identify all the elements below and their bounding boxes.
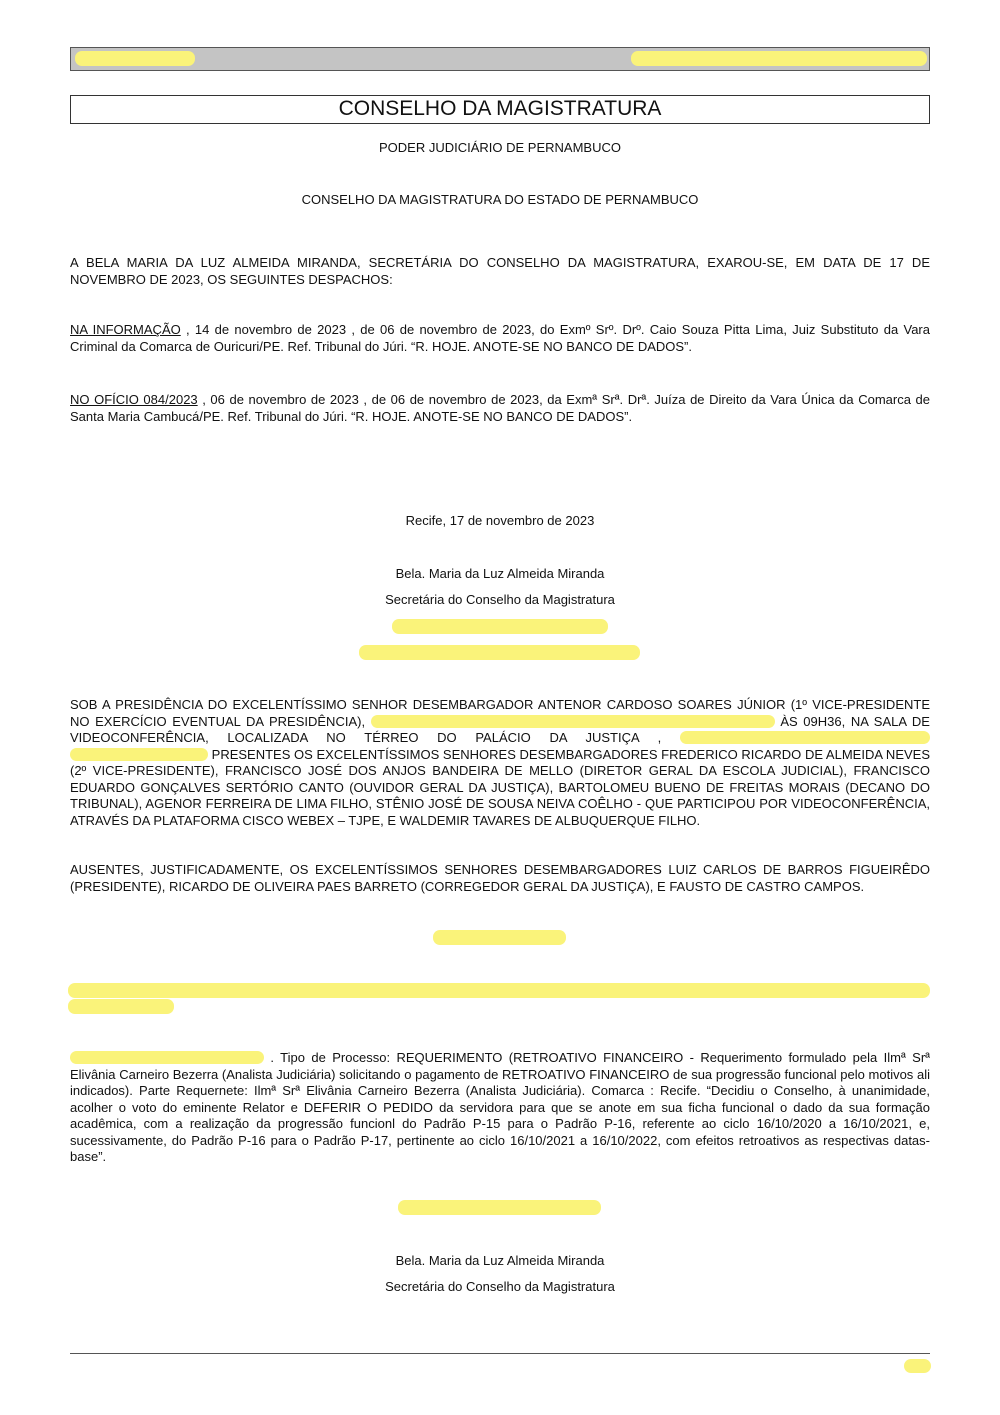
despacho-1 (70, 322, 930, 355)
process-paragraph (70, 1050, 930, 1166)
redaction-mark (631, 51, 927, 66)
header-bar (70, 47, 930, 71)
page-title: CONSELHO DA MAGISTRATURA (70, 95, 930, 124)
redaction-mark (359, 645, 640, 660)
redaction-mark (70, 748, 208, 761)
footer-divider (70, 1353, 930, 1354)
despacho-1-ref: NA INFORMAÇÃO (70, 322, 181, 337)
despacho-2-text: , 06 de novembro de 2023 , de 06 de novembro de 2023, da Exmª Srª. Drª. Juíza de Direito da Vara Única da Comarca de Santa Maria Cambucá/PE. Ref. Tribunal do Júri. “R. HOJE. ANOTE-SE NO BANCO DE DADOS”. (70, 392, 930, 424)
redaction-mark (68, 983, 930, 998)
subtitle-court: PODER JUDICIÁRIO DE PERNAMBUCO (379, 140, 621, 155)
session-part-2: ÀS 09H36, NA SALA DE VIDEOCONFERÊNCIA, LOCALIZADA NO TÉRREO DO PALÁCIO DA JUSTIÇA , (70, 713, 930, 745)
session-part-1: SOB A PRESIDÊNCIA DO EXCELENTÍSSIMO SENHOR DESEMBARGADOR ANTENOR CARDOSO SOARES JÚNIOR (1º VICE-PRESIDENTE NO EXERCÍCIO EVENTUAL DA PRESIDÊNCIA), (70, 697, 930, 729)
process-text: . Tipo de Processo: REQUERIMENTO (RETROATIVO FINANCEIRO - Requerimento formulado pela Ilmª Srª Elivânia Carneiro Bezerra (Analista Judiciária) solicitando o pagamento de RETROATIVO FINANCEIRO de sua progressão funcional pelo motivos ali indicados). Parte Requernete: Ilmª Srª Elivânia Carneiro Bezerra (Analista Judiciária). Comarca : Recife. “Decidiu o Conselho, à unanimidade, acolher o voto do eminente Relator e DEFERIR O PEDIDO da servidora para que se anote em sua ficha funcional o dado da sua formação acadêmica, com a realização da progressão funcionl do Padrão P-15 para o Padrão P-16, referente ao ciclo 16/10/2020 a 16/10/2021, e, sucessivamente, do Padrão P-16 para o Padrão P-17, pertinente ao ciclo 16/10/2021 a 16/10/2022, com efeitos retroativos as respectivas datas-base”. (70, 1050, 930, 1164)
redaction-mark (371, 715, 775, 728)
signature-role: Secretária do Conselho da Magistratura (385, 592, 615, 607)
signature-role: Secretária do Conselho da Magistratura (385, 1279, 615, 1294)
absent-paragraph: AUSENTES, JUSTIFICADAMENTE, OS EXCELENTÍSSIMOS SENHORES DESEMBARGADORES LUIZ CARLOS DE BARROS FIGUEIRÊDO (PRESIDENTE), RICARDO DE OLIVEIRA PAES BARRETO (CORREGEDOR GERAL DA JUSTIÇA), E FAUSTO DE CASTRO CAMPOS. (70, 862, 930, 894)
signature-name: Bela. Maria da Luz Almeida Miranda (395, 566, 605, 581)
redaction-mark (433, 930, 566, 945)
redaction-mark (68, 999, 174, 1014)
session-part-3: PRESENTES OS EXCELENTÍSSIMOS SENHORES DESEMBARGADORES FREDERICO RICARDO DE ALMEIDA NEVES (2º VICE-PRESIDENTE), FRANCISCO JOSÉ DOS ANJOS BANDEIRA DE MELLO (DIRETOR GERAL DA ESCOLA JUDICIAL), FRANCISCO EDUARDO GONÇALVES SERTÓRIO CANTO (OUVIDOR GERAL DA JUSTIÇA), BARTOLOMEU BUENO DE FREITAS MORAIS (DECANO DO TRIBUNAL), AGENOR FERREIRA DE LIMA FILHO, STÊNIO JOSÉ DE SOUSA NEIVA COÊLHO - QUE PARTICIPOU POR VIDEOCONFERÊNCIA, ATRAVÉS DA PLATAFORMA CISCO WEBEX – TJPE, E WALDEMIR TAVARES DE ALBUQUERQUE FILHO. (70, 746, 930, 828)
redaction-mark (70, 1051, 264, 1064)
despacho-2-ref: NO OFÍCIO 084/2023 (70, 392, 198, 407)
date-line: Recife, 17 de novembro de 2023 (405, 513, 595, 528)
intro-paragraph: A BELA MARIA DA LUZ ALMEIDA MIRANDA, SECRETÁRIA DO CONSELHO DA MAGISTRATURA, EXAROU-SE, EM DATA DE 17 DE NOVEMBRO DE 2023, OS SEGUINTES DESPACHOS: (70, 255, 930, 287)
redaction-mark (904, 1359, 931, 1373)
despacho-2 (70, 392, 930, 425)
despacho-1-text: , 14 de novembro de 2023 , de 06 de novembro de 2023, do Exmº Srº. Drº. Caio Souza Pitta Lima, Juiz Substituto da Vara Criminal da Comarca de Ouricuri/PE. Ref. Tribunal do Júri. “R. HOJE. ANOTE-SE NO BANCO DE DADOS”. (70, 322, 930, 354)
redaction-mark (392, 619, 608, 634)
subtitle-council: CONSELHO DA MAGISTRATURA DO ESTADO DE PERNAMBUCO (301, 192, 699, 207)
redaction-mark (398, 1200, 601, 1215)
signature-name: Bela. Maria da Luz Almeida Miranda (395, 1253, 605, 1268)
session-paragraph (70, 697, 930, 829)
redaction-mark (680, 731, 930, 744)
redaction-mark (75, 51, 195, 66)
